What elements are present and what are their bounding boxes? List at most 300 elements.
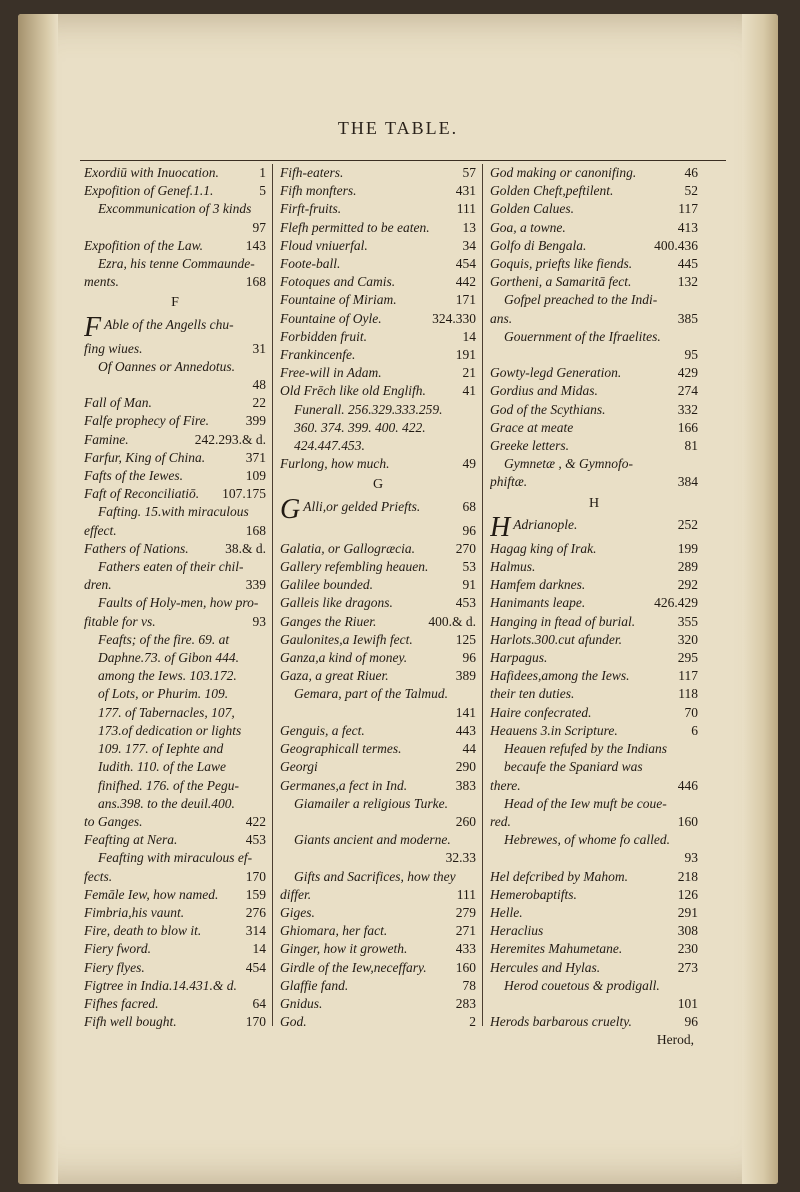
index-entry	[490, 419, 698, 437]
index-entry	[490, 613, 698, 631]
entry-text: Flefh permitted to be eaten.	[280, 219, 430, 235]
page-reference: 21	[462, 365, 476, 381]
index-entry	[280, 722, 476, 740]
page-reference: 91	[462, 577, 476, 593]
page-reference: 38.& d.	[225, 540, 266, 556]
entry-text: fitable for vs.	[84, 613, 156, 629]
entry-text: Faft of Reconciliatiō.	[84, 486, 200, 502]
entry-text: Ezra, his tenne Commaunde-	[98, 256, 255, 272]
index-entry	[490, 649, 698, 667]
entry-text: Forbidden fruit.	[280, 328, 367, 344]
entry-text: Fifh well bought.	[84, 1014, 177, 1030]
entry-text: Fifh-eaters.	[280, 165, 344, 180]
entry-text: God of the Scythians.	[490, 401, 606, 417]
column-divider	[272, 164, 273, 1026]
index-entry	[84, 995, 266, 1013]
entry-text: Fountaine of Miriam.	[280, 292, 397, 308]
page-reference: 371	[245, 449, 266, 465]
index-entry	[490, 219, 698, 237]
drop-capital: F	[84, 315, 102, 340]
index-entry	[280, 777, 476, 795]
page-reference: 271	[455, 923, 476, 939]
index-entry	[280, 558, 476, 576]
index-entry	[84, 485, 266, 503]
section-letter: H	[588, 495, 600, 511]
page-reference: 160	[455, 959, 476, 975]
entry-text: Genguis, a fect.	[280, 722, 365, 738]
page-reference: 132	[677, 274, 698, 290]
entry-text: Frankincenfe.	[280, 347, 356, 363]
entry-text: Furlong, how much.	[280, 456, 390, 472]
page-reference: 97	[252, 219, 266, 235]
page-reference: 159	[245, 886, 266, 902]
entry-text: Halmus.	[490, 559, 536, 575]
entry-text: Floud vniuerfal.	[280, 237, 368, 253]
entry-text: Fathers eaten of their chil-	[98, 559, 244, 575]
entry-text: Fountaine of Oyle.	[280, 310, 382, 326]
entry-text: 177. of Tabernacles, 107,	[98, 704, 235, 720]
entry-text: Feafts; of the fire. 69. at	[98, 631, 230, 647]
index-entry	[490, 904, 698, 922]
index-entry	[84, 831, 266, 849]
page-reference: 218	[677, 868, 698, 884]
entry-text: Gofpel preached to the Indi-	[504, 292, 658, 308]
page-reference: 81	[684, 438, 698, 454]
index-entry	[280, 498, 476, 522]
index-entry	[84, 613, 266, 631]
page-reference: 445	[677, 256, 698, 272]
page-title: THE TABLE.	[337, 118, 459, 138]
index-entry	[280, 200, 476, 218]
entry-text: Figtree in India.14.431.& d.	[84, 977, 237, 993]
index-entry	[280, 886, 476, 904]
page-reference: 95	[684, 347, 698, 363]
index-entry	[280, 310, 476, 328]
index-entry	[84, 237, 266, 255]
page-reference: 41	[462, 383, 476, 399]
page-reference: 283	[455, 995, 476, 1011]
index-entry	[84, 522, 266, 540]
index-entry	[84, 540, 266, 558]
page-reference: 355	[677, 613, 698, 629]
page-reference: 308	[677, 923, 698, 939]
index-entry	[84, 273, 266, 291]
index-entry	[84, 868, 266, 886]
page-reference: 109	[245, 468, 266, 484]
page-reference: 431	[455, 183, 476, 199]
index-entry	[490, 868, 698, 886]
entry-text: Expofition of the Law.	[84, 237, 203, 253]
index-entry	[490, 401, 698, 419]
entry-text: Gallery refembling heauen.	[280, 559, 429, 575]
index-entry	[280, 649, 476, 667]
index-entry	[280, 237, 476, 255]
entry-text: God making or canonifing.	[490, 165, 637, 180]
entry-text: Gouernment of the Ifraelites.	[504, 328, 661, 344]
index-entry	[84, 977, 266, 995]
entry-text: Fafts of the Iewes.	[84, 468, 183, 484]
entry-text: Haire confecrated.	[490, 704, 592, 720]
index-entry	[280, 182, 476, 200]
entry-text: Fall of Man.	[84, 395, 152, 411]
page-reference: 453	[455, 595, 476, 611]
entry-text: Heraclius	[490, 923, 544, 939]
entry-text	[490, 516, 577, 540]
entry-text: 173.of dedication or lights	[98, 722, 242, 738]
index-entry	[84, 904, 266, 922]
page-reference: 273	[677, 959, 698, 975]
page-reference: 117	[678, 201, 698, 217]
entry-text: Gortheni, a Samaritā fect.	[490, 274, 632, 290]
index-entry	[84, 431, 266, 449]
entry-text: fects.	[84, 868, 113, 884]
page-reference: 160	[677, 813, 698, 829]
entry-text: Firft-fruits.	[280, 201, 342, 217]
entry-text: Hebrewes, of whome fo called.	[504, 832, 670, 848]
page-reference: 170	[245, 868, 266, 884]
entry-text: Able of the Angells chu-	[104, 316, 234, 332]
entry-text: Ganges the Riuer.	[280, 613, 377, 629]
index-entry	[490, 667, 698, 685]
entry-text: differ.	[280, 886, 312, 902]
index-entry	[280, 364, 476, 382]
index-entry	[490, 364, 698, 382]
entry-text: Fifh monfters.	[280, 183, 357, 199]
page-reference: 6	[691, 722, 698, 738]
page-reference: 53	[462, 559, 476, 575]
index-entry	[490, 685, 698, 703]
page-reference: 78	[462, 977, 476, 993]
page-reference: 454	[455, 256, 476, 272]
page-reference: 422	[245, 813, 266, 829]
page-reference: 230	[677, 941, 698, 957]
index-entry	[490, 959, 698, 977]
index-entry	[84, 813, 266, 831]
page-reference: 93	[684, 850, 698, 866]
index-entry	[280, 940, 476, 958]
entry-text: effect.	[84, 522, 117, 538]
page-reference: 291	[677, 904, 698, 920]
page-reference: 143	[245, 237, 266, 253]
entry-text: finifhed. 176. of the Pegu-	[98, 777, 239, 793]
page-reference: 332	[677, 401, 698, 417]
page-reference: 324.330	[432, 310, 476, 326]
page-reference: 168	[245, 274, 266, 290]
page-reference: 118	[678, 686, 698, 702]
entry-text: Hafidees,among the Iews.	[490, 668, 630, 684]
drop-capital: H	[490, 515, 511, 540]
page-reference: 111	[456, 201, 476, 217]
page-reference: 433	[455, 941, 476, 957]
index-entry	[84, 940, 266, 958]
page-reference: 117	[678, 668, 698, 684]
index-entry	[490, 558, 698, 576]
index-entry	[280, 291, 476, 309]
entry-text: of Lots, or Phurim. 109.	[98, 686, 229, 702]
entry-text: 360. 374. 399. 400. 422.	[294, 419, 426, 435]
entry-text	[84, 316, 234, 340]
entry-text: Herods barbarous cruelty.	[490, 1014, 632, 1030]
entry-text: Goquis, priefts like fiends.	[490, 256, 633, 272]
page-reference: 453	[245, 832, 266, 848]
entry-text: phiftæ.	[490, 474, 528, 490]
page-reference: 101	[677, 995, 698, 1011]
entry-text: Foote-ball.	[280, 256, 341, 272]
entry-text: Heauens 3.in Scripture.	[490, 722, 618, 738]
entry-text: Fiery flyes.	[84, 959, 145, 975]
entry-text: Fiery fword.	[84, 941, 151, 957]
page-reference: 389	[455, 668, 476, 684]
page-reference: 242.293.& d.	[194, 431, 266, 447]
page-reference: 49	[462, 456, 476, 472]
entry-text: Hanimants leape.	[490, 595, 586, 611]
page-reference: 191	[455, 347, 476, 363]
entry-text: red.	[490, 813, 511, 829]
index-entry	[490, 182, 698, 200]
index-entry	[280, 219, 476, 237]
entry-text: Galleis like dragons.	[280, 595, 393, 611]
page-reference: 1	[259, 165, 266, 180]
entry-text: Fafting. 15.with miraculous	[98, 504, 249, 520]
page-reference: 384	[677, 474, 698, 490]
header-rule	[80, 160, 726, 161]
page-reference: 126	[677, 886, 698, 902]
index-entry	[490, 594, 698, 612]
entry-text: Gnidus.	[280, 995, 323, 1011]
index-entry	[280, 1013, 476, 1031]
page-reference: 289	[677, 559, 698, 575]
page-edge	[742, 14, 778, 1184]
entry-text: Gymnetæ , & Gymnofo-	[504, 456, 633, 472]
entry-text: Alli,or gelded Priefts.	[303, 498, 421, 514]
page-reference: 260	[455, 813, 476, 829]
entry-text: Gowty-legd Generation.	[490, 365, 622, 381]
entry-text: Golfo di Bengala.	[490, 237, 587, 253]
page-reference: 5	[259, 183, 266, 199]
entry-text: Iudith. 110. of the Lawe	[98, 759, 226, 775]
page-reference: 107.175	[222, 486, 266, 502]
entry-text: Hercules and Hylas.	[490, 959, 601, 975]
entry-text: Free-will in Adam.	[280, 365, 382, 381]
page-reference: 22	[252, 395, 266, 411]
page-reference: 46	[684, 165, 698, 180]
section-letter: F	[171, 295, 179, 311]
page-reference: 199	[677, 540, 698, 556]
entry-text: Georgi	[280, 759, 318, 775]
page-reference: 442	[455, 274, 476, 290]
entry-text: Hamfem darknes.	[490, 577, 586, 593]
index-entry	[280, 576, 476, 594]
entry-text: becaufe the Spaniard was	[504, 759, 643, 775]
entry-text: Head of the Iew muft be coue-	[504, 795, 667, 811]
page-reference: 320	[677, 631, 698, 647]
entry-text: 424.447.453.	[294, 438, 365, 454]
entry-text: Of Oannes or Annedotus.	[98, 358, 235, 374]
page-reference: 57	[462, 165, 476, 180]
page-reference: 443	[455, 722, 476, 738]
page-reference: 52	[684, 183, 698, 199]
index-entry	[490, 777, 698, 795]
page-reference: 295	[677, 650, 698, 666]
entry-text: Adrianople.	[513, 516, 578, 532]
entry-text: Falfe prophecy of Fire.	[84, 413, 209, 429]
page-reference: 44	[462, 741, 476, 757]
entry-text: Heauen refufed by the Indians	[504, 741, 667, 757]
index-entry	[490, 382, 698, 400]
page-reference: 292	[677, 577, 698, 593]
page-reference: 32.33	[445, 850, 476, 866]
index-entry	[84, 394, 266, 412]
index-entry	[280, 667, 476, 685]
entry-text: Golden Cheft,peftilent.	[490, 183, 614, 199]
entry-text: Fimbria,his vaunt.	[84, 904, 185, 920]
index-column-1	[84, 164, 266, 1031]
entry-text: Excommunication of 3 kinds	[98, 201, 252, 217]
entry-text: Fotoques and Camis.	[280, 274, 396, 290]
index-entry	[84, 1013, 266, 1031]
catchword: Herod,	[656, 1032, 694, 1048]
entry-text: Funerall. 256.329.333.259.	[294, 401, 443, 417]
entry-text: Fifhes facred.	[84, 995, 159, 1011]
index-entry	[490, 722, 698, 740]
index-entry	[280, 631, 476, 649]
index-entry	[84, 340, 266, 358]
index-entry	[490, 940, 698, 958]
entry-text: ments.	[84, 274, 119, 290]
index-entry	[490, 255, 698, 273]
entry-text: Gaza, a great Riuer.	[280, 668, 389, 684]
entry-text: Femāle Iew, how named.	[84, 886, 219, 902]
page-reference: 2	[469, 1014, 476, 1030]
page-reference: 276	[245, 904, 266, 920]
index-entry	[280, 758, 476, 776]
book-page	[18, 14, 778, 1184]
index-entry	[84, 886, 266, 904]
entry-text: Harpagus.	[490, 650, 548, 666]
index-entry	[490, 437, 698, 455]
entry-text: Expofition of Genef.1.1.	[84, 183, 214, 199]
entry-text: Famine.	[84, 431, 129, 447]
page-reference: 399	[245, 413, 266, 429]
entry-text: Geographicall termes.	[280, 741, 402, 757]
index-entry	[280, 904, 476, 922]
drop-capital: G	[280, 497, 301, 522]
entry-text: Glaffie fand.	[280, 977, 349, 993]
page-reference: 290	[455, 759, 476, 775]
entry-text: Heremites Mahumetane.	[490, 941, 623, 957]
entry-text: there.	[490, 777, 521, 793]
index-entry	[280, 540, 476, 558]
entry-text: Gordius and Midas.	[490, 383, 598, 399]
index-entry	[280, 328, 476, 346]
index-entry	[490, 310, 698, 328]
entry-text: Galilee bounded.	[280, 577, 373, 593]
page-reference: 171	[455, 292, 476, 308]
entry-text: among the Iews. 103.172.	[98, 668, 237, 684]
entry-text: dren.	[84, 577, 112, 593]
entry-text: Galatia, or Gallogræcia.	[280, 540, 416, 556]
page-reference: 13	[462, 219, 476, 235]
entry-text: Gemara, part of the Talmud.	[294, 686, 449, 702]
index-entry	[84, 412, 266, 430]
page-reference: 270	[455, 540, 476, 556]
index-entry	[490, 922, 698, 940]
page-reference: 274	[677, 383, 698, 399]
entry-text: Feafting at Nera.	[84, 832, 178, 848]
entry-text: Giamailer a religious Turke.	[294, 795, 448, 811]
index-entry	[490, 813, 698, 831]
page-reference: 400.436	[654, 237, 698, 253]
index-entry	[490, 200, 698, 218]
entry-text: 109. 177. of Iephte and	[98, 741, 224, 757]
page-reference: 14	[462, 328, 476, 344]
page-reference: 93	[252, 613, 266, 629]
entry-text: Hel defcribed by Mahom.	[490, 868, 628, 884]
page-reference: 279	[455, 904, 476, 920]
page-reference: 413	[677, 219, 698, 235]
entry-text: Girdle of the Iew,neceffary.	[280, 959, 427, 975]
entry-text: Hagag king of Irak.	[490, 540, 597, 556]
page-reference: 14	[252, 941, 266, 957]
page-reference: 70	[684, 704, 698, 720]
entry-text: Farfur, King of China.	[84, 449, 206, 465]
entry-text: Giants ancient and moderne.	[294, 832, 451, 848]
page-reference: 400.& d.	[428, 613, 476, 629]
index-entry	[280, 164, 476, 182]
index-entry	[490, 540, 698, 558]
entry-text: Germanes,a fect in Ind.	[280, 777, 408, 793]
entry-text: Ginger, how it groweth.	[280, 941, 408, 957]
entry-text: Gifts and Sacrifices, how they	[294, 868, 456, 884]
entry-text: Fathers of Nations.	[84, 540, 189, 556]
index-entry	[490, 237, 698, 255]
page-reference: 314	[245, 923, 266, 939]
index-entry	[280, 922, 476, 940]
index-entry	[280, 346, 476, 364]
index-entry	[490, 473, 698, 491]
index-entry	[280, 382, 476, 400]
index-column-2	[280, 164, 476, 1031]
page-reference: 166	[677, 419, 698, 435]
page-reference: 446	[677, 777, 698, 793]
entry-text: ans.398. to the deuil.400.	[98, 795, 235, 811]
index-entry	[84, 576, 266, 594]
entry-text: Gaulonites,a Iewifh fect.	[280, 631, 413, 647]
entry-text: Fire, death to blow it.	[84, 923, 202, 939]
page-reference: 96	[462, 522, 476, 538]
page-reference: 96	[462, 650, 476, 666]
page-reference: 141	[455, 704, 476, 720]
page-reference: 48	[252, 377, 266, 393]
page-reference: 68	[462, 498, 476, 514]
page-reference: 31	[252, 340, 266, 356]
entry-text: Ghiomara, her fact.	[280, 923, 388, 939]
entry-text: Helle.	[490, 904, 523, 920]
index-entry	[84, 922, 266, 940]
page-reference: 34	[462, 237, 476, 253]
index-entry	[490, 1013, 698, 1031]
page-reference: 125	[455, 631, 476, 647]
index-entry	[280, 594, 476, 612]
entry-text: God.	[280, 1014, 307, 1030]
entry-text: Exordiū with Inuocation.	[84, 165, 219, 180]
page-reference: 339	[245, 577, 266, 593]
index-entry	[490, 576, 698, 594]
entry-text: Ganza,a kind of money.	[280, 650, 408, 666]
index-entry	[84, 467, 266, 485]
column-divider	[482, 164, 483, 1026]
page-reference: 96	[684, 1014, 698, 1030]
